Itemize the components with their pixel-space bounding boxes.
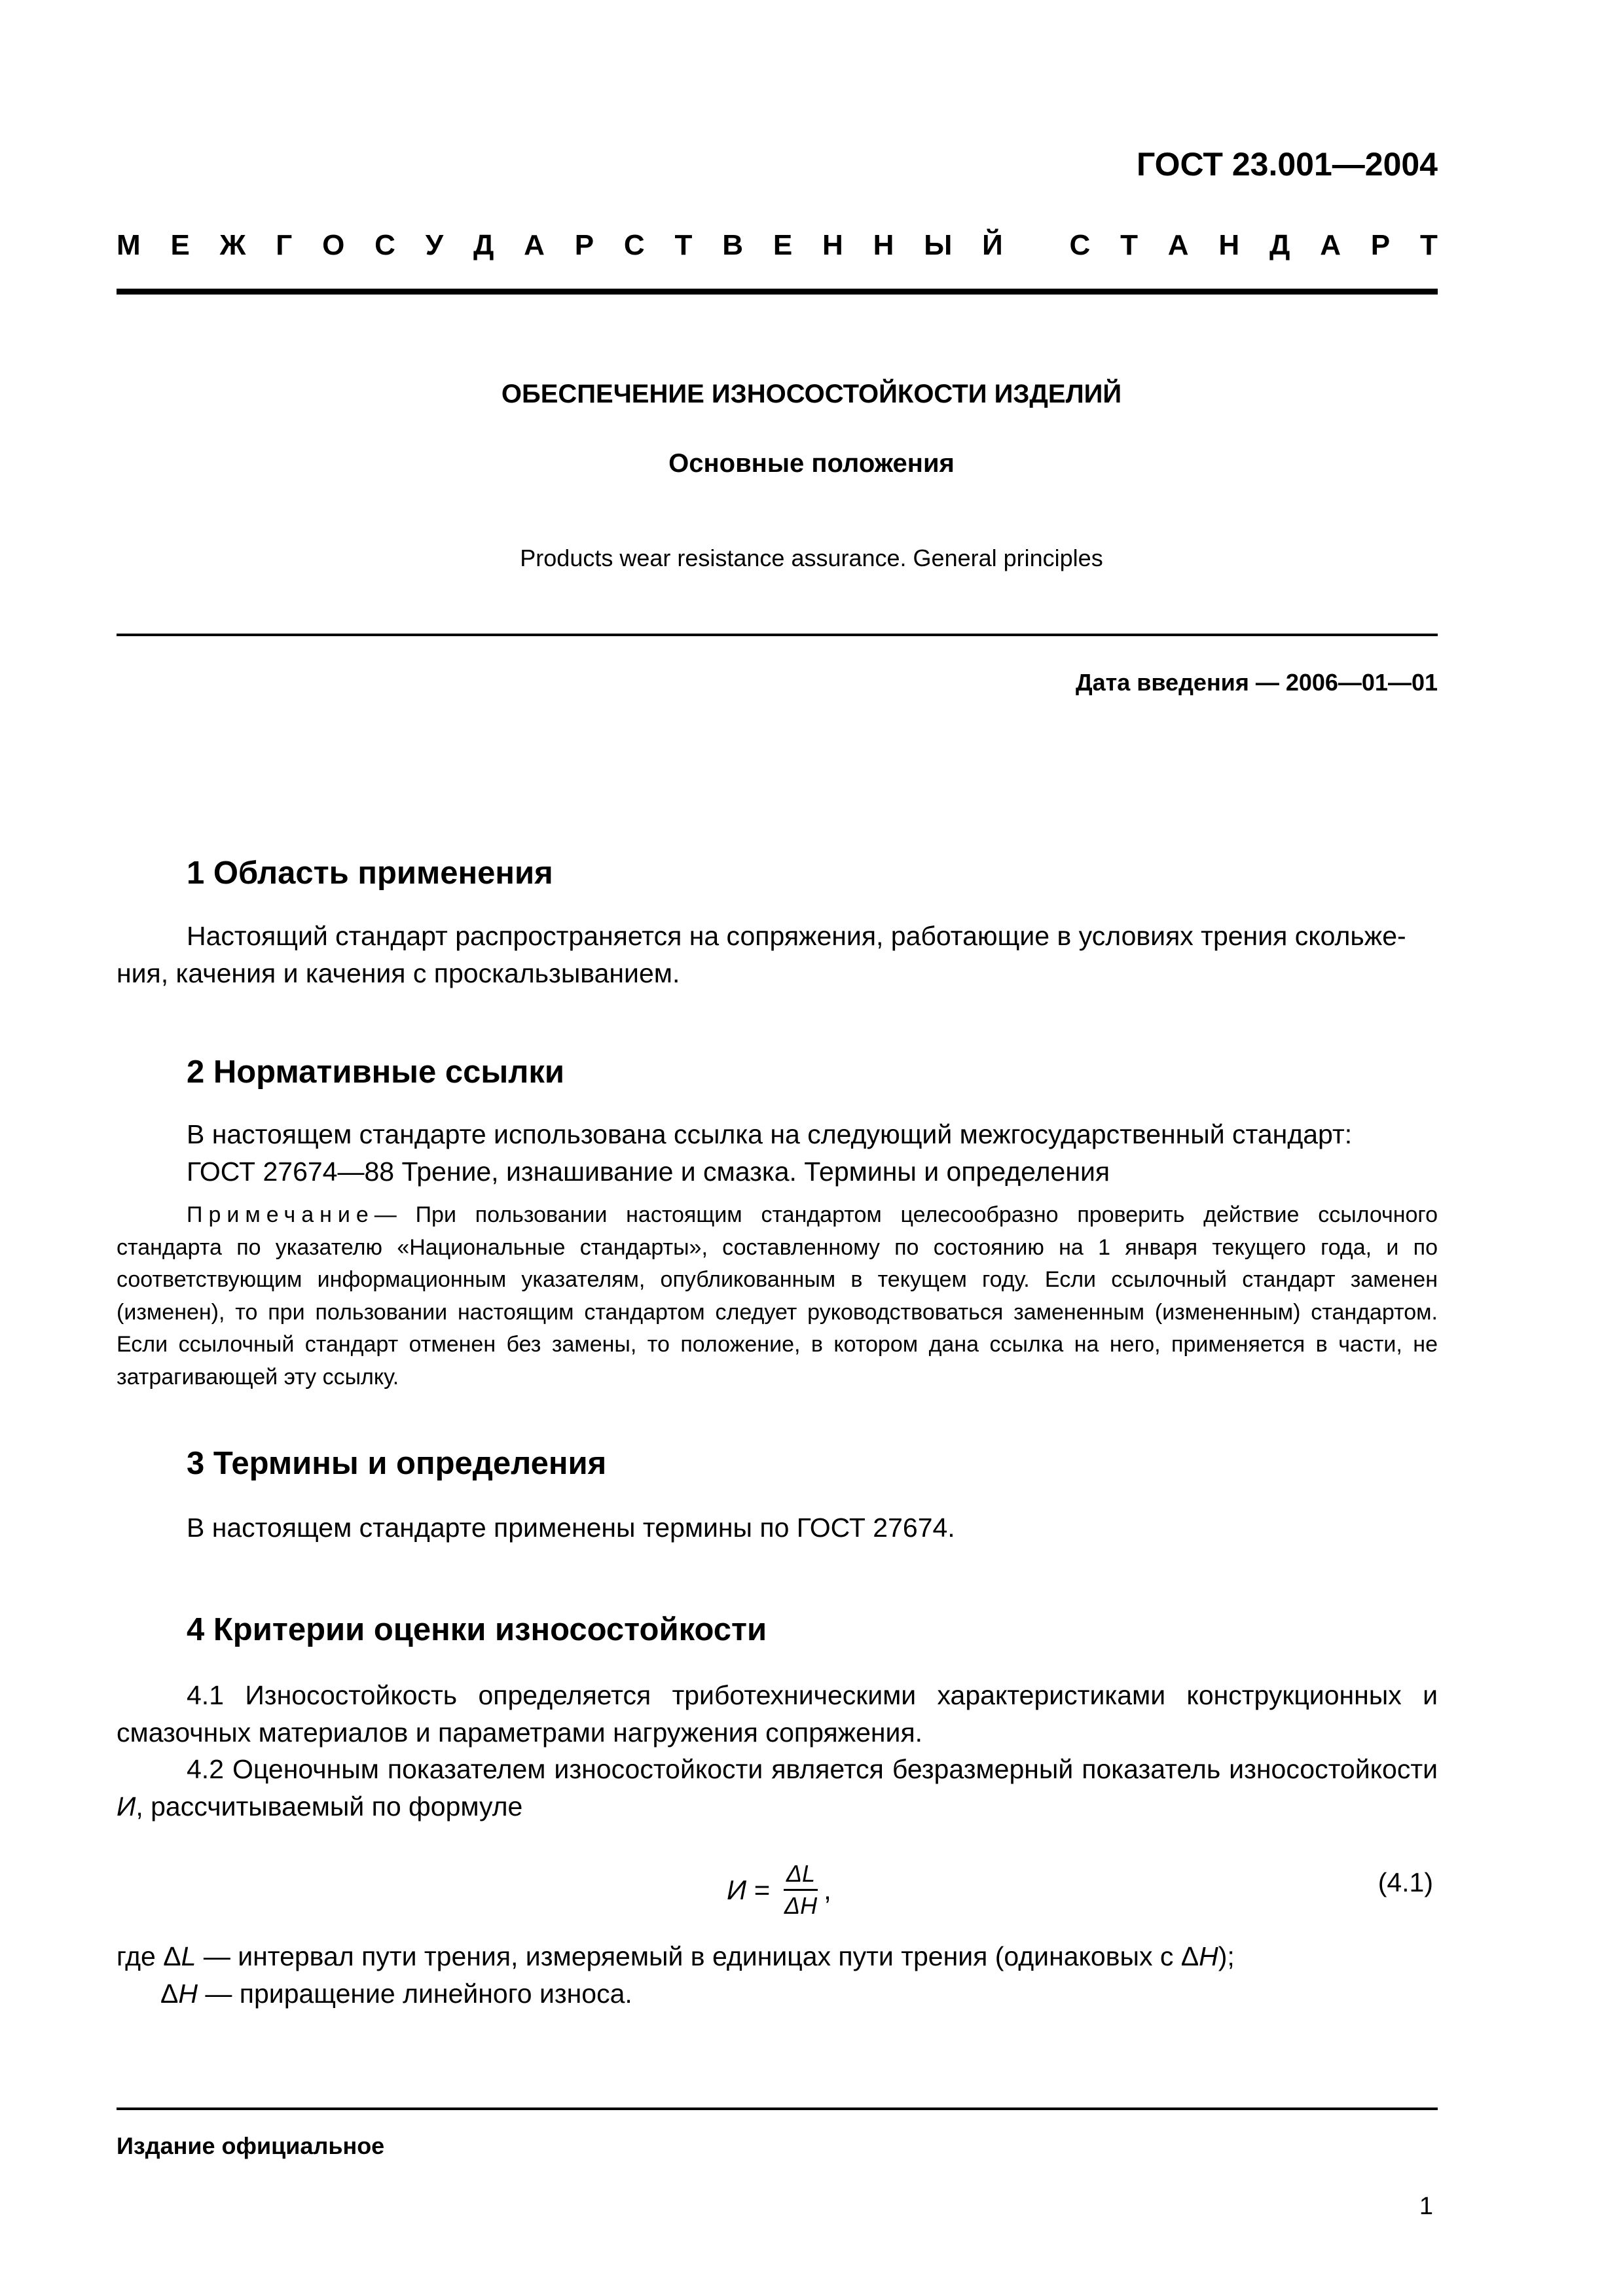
interstate-letter: Ж [219, 229, 246, 261]
interstate-letter: Е [773, 229, 793, 261]
formula-denominator: ΔH [784, 1892, 818, 1919]
variable-i: И [117, 1791, 136, 1821]
section-3-heading: 3 Термины и определения [187, 1446, 607, 1481]
interstate-word-gap [1033, 229, 1040, 262]
standard-code: ГОСТ 23.001—2004 [1136, 146, 1438, 183]
note-label: Примечание [187, 1202, 374, 1227]
section-2-note [117, 1199, 1438, 1393]
where-1-text: где Δ [117, 1941, 181, 1971]
variable-h-2: H [178, 1979, 198, 2009]
interstate-letter: Н [873, 229, 894, 261]
formula-equals: = [746, 1874, 778, 1905]
paragraph-4-2-text-end: , рассчитываемый по формуле [136, 1791, 523, 1821]
note-text: — При пользовании настоящим стандартом целесообразно проверить действие ссылочного стандарта по указателю «Национальные стандарты», составленному по состоянию на 1 января текущего года, и по соответствующим информационным указателям, опубликованным в текущем году. Если ссылочный стандарт заменен (изменен), то при пользовании настоящим стандартом следует руководствоваться замененным (измененным) стандартом. Если ссылочный стандарт отменен без замены, то положение, в котором дана ссылка на него, применяется в части, не затрагивающей эту ссылку. [117, 1202, 1438, 1390]
interstate-letter: А [1320, 229, 1341, 261]
interstate-letter: Т [1120, 229, 1138, 261]
interstate-letter: Г [276, 229, 293, 261]
section-1-text-line-1: Настоящий стандарт распространяется на сопряжения, работающие в условиях трения скольже- [187, 921, 1406, 951]
section-2-text-line-1: В настоящем стандарте использована ссылка на следующий межгосударственный стандарт: [187, 1119, 1353, 1149]
interstate-letter: А [1167, 229, 1189, 261]
where-2-delta: Δ [160, 1979, 179, 2009]
equation-number: (4.1) [1377, 1867, 1433, 1897]
introduction-date: Дата введения — 2006—01—01 [1075, 669, 1438, 696]
section-2-heading: 2 Нормативные ссылки [187, 1054, 564, 1090]
interstate-letter: Р [574, 229, 594, 261]
paragraph-4-2-text: 4.2 Оценочным показателем износостойкости является безразмерный показатель износостойкости [187, 1754, 1438, 1784]
interstate-letter: Ы [924, 229, 953, 261]
english-title: Products wear resistance assurance. General principles [520, 545, 1103, 571]
interstate-letter: У [425, 229, 444, 261]
interstate-letter: О [322, 229, 345, 261]
variable-h: H [1199, 1941, 1218, 1971]
footer-rule [117, 2108, 1438, 2110]
section-4-heading: 4 Критерии оценки износостойкости [187, 1612, 767, 1647]
interstate-letter: С [623, 229, 645, 261]
where-1-text-mid: — интервал пути трения, измеряемый в единицах пути трения (одинаковых с Δ [196, 1941, 1199, 1971]
page-number: 1 [1419, 2193, 1433, 2220]
paragraph-4-1: 4.1 Износостойкость определяется триботехническими характеристиками конструкционных и смазочных материалов и параметрами нагружения сопряжения. [117, 1680, 1438, 1748]
section-1-heading: 1 Область применения [187, 855, 553, 891]
interstate-letter: Д [1269, 229, 1290, 261]
interstate-letter: Д [473, 229, 494, 261]
variable-l: L [181, 1941, 196, 1971]
formula-numerator: ΔL [784, 1860, 818, 1891]
formula-4-1 [727, 1860, 831, 1920]
interstate-letter: Е [170, 229, 190, 261]
interstate-letter: С [1069, 229, 1091, 261]
section-2-reference: ГОСТ 27674—88 Трение, изнашивание и смазка. Термины и определения [187, 1157, 1110, 1187]
interstate-letter: Н [1218, 229, 1240, 261]
where-line-2 [160, 1979, 632, 2009]
official-edition: Издание официальное [117, 2132, 385, 2159]
where-1-text-end: ); [1218, 1941, 1235, 1971]
formula-comma: , [824, 1874, 831, 1905]
interstate-letter: М [117, 229, 141, 261]
interstate-letter: Й [982, 229, 1003, 261]
interstate-letter: Т [1419, 229, 1438, 261]
interstate-standard-banner [117, 229, 1438, 262]
document-subtitle: Основные положения [668, 449, 955, 478]
interstate-letter: С [374, 229, 395, 261]
interstate-letter: В [722, 229, 744, 261]
section-3-text: В настоящем стандарте применены термины по ГОСТ 27674. [187, 1513, 955, 1543]
document-title: ОБЕСПЕЧЕНИЕ ИЗНОСОСТОЙКОСТИ ИЗДЕЛИЙ [501, 380, 1122, 408]
interstate-letter: А [524, 229, 545, 261]
header-rule [117, 289, 1438, 295]
formula-fraction [782, 1860, 820, 1920]
where-2-text: — приращение линейного износа. [198, 1979, 632, 2009]
interstate-letter: Т [674, 229, 693, 261]
section-1-text-line-2: ния, качения и качения с проскальзыванием. [117, 958, 680, 988]
paragraph-4-2 [117, 1751, 1438, 1825]
formula-lhs: И [727, 1874, 747, 1905]
interstate-letter: Н [822, 229, 843, 261]
title-rule [117, 634, 1438, 636]
interstate-letter: Р [1370, 229, 1391, 261]
where-line-1 [117, 1941, 1235, 1972]
